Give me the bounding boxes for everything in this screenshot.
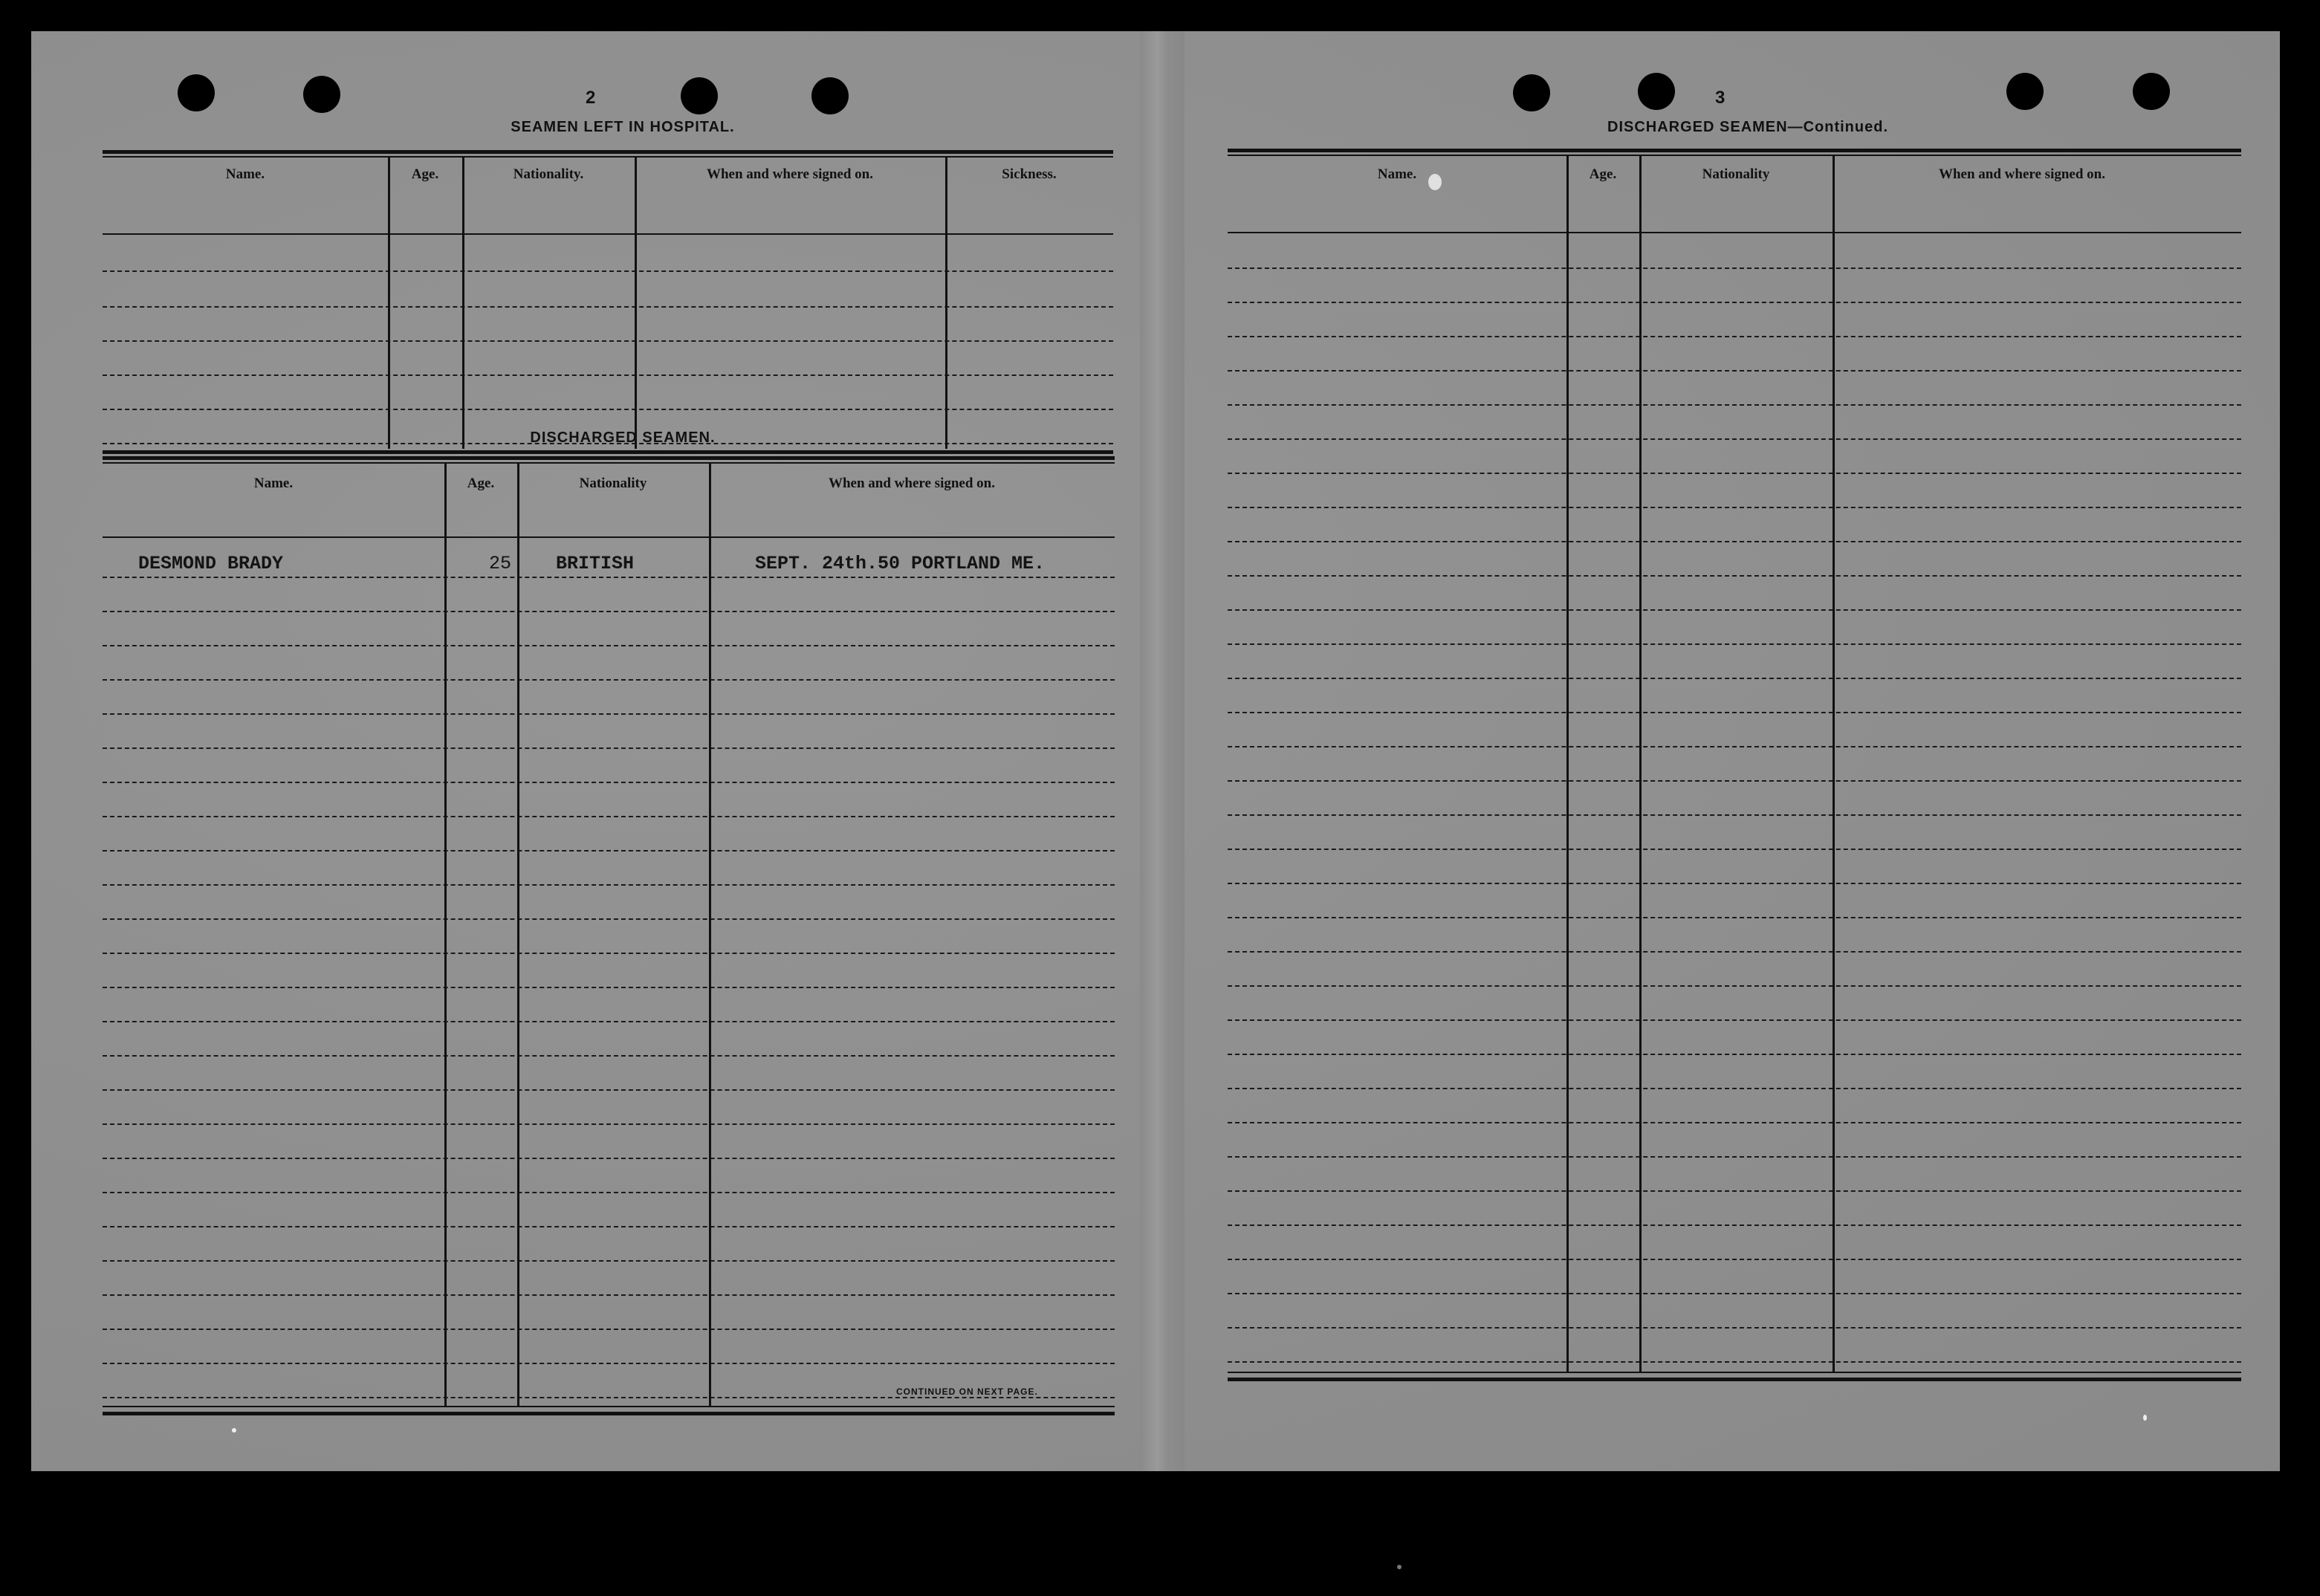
hospital-section-title: SEAMEN LEFT IN HOSPITAL. <box>511 119 735 135</box>
page-fold <box>1140 31 1185 1471</box>
continued-col-nationality: Nationality <box>1702 166 1770 182</box>
punch-hole <box>2133 73 2170 110</box>
hospital-col-nationality: Nationality. <box>513 166 584 182</box>
punch-hole <box>1638 73 1675 110</box>
punch-hole <box>811 77 849 114</box>
continued-col-signed-on: When and where signed on. <box>1938 166 2105 182</box>
punch-hole <box>681 77 718 114</box>
discharged-continued-table <box>1228 149 2241 1412</box>
page-number: 2 <box>586 88 596 108</box>
hospital-col-sickness: Sickness. <box>1002 166 1057 182</box>
punch-hole <box>1513 74 1550 111</box>
paper-speck <box>1397 1565 1402 1569</box>
row-nationality: BRITISH <box>556 553 635 574</box>
hospital-col-name: Name. <box>225 166 265 182</box>
hospital-table <box>103 150 1113 455</box>
discharged-col-nationality: Nationality <box>579 476 647 491</box>
punch-hole <box>178 74 215 111</box>
discharged-section-title: DISCHARGED SEAMEN. <box>530 429 716 446</box>
document-sheet <box>31 31 2280 1471</box>
punch-hole <box>303 76 340 113</box>
discharged-col-age: Age. <box>467 476 495 491</box>
paper-speck <box>2143 1415 2147 1421</box>
discharged-continued-title: DISCHARGED SEAMEN—Continued. <box>1607 119 1888 135</box>
discharged-col-name: Name. <box>253 476 294 491</box>
paper-speck <box>1428 174 1442 190</box>
discharged-col-signed-on: When and where signed on. <box>828 476 995 491</box>
discharged-table <box>103 456 1115 1436</box>
paper-speck <box>232 1428 236 1433</box>
hospital-col-signed-on: When and where signed on. <box>706 166 873 182</box>
continued-col-age: Age. <box>1589 166 1617 182</box>
row-signed-on: SEPT. 24th.50 PORTLAND ME. <box>755 553 1046 574</box>
row-age: 25 <box>489 553 512 574</box>
hospital-col-age: Age. <box>411 166 439 182</box>
row-name: DESMOND BRADY <box>138 553 284 574</box>
continued-col-name: Name. <box>1377 166 1417 182</box>
page-number: 3 <box>1715 88 1726 108</box>
punch-hole <box>2006 73 2044 110</box>
continued-note: CONTINUED ON NEXT PAGE. <box>896 1386 1038 1397</box>
